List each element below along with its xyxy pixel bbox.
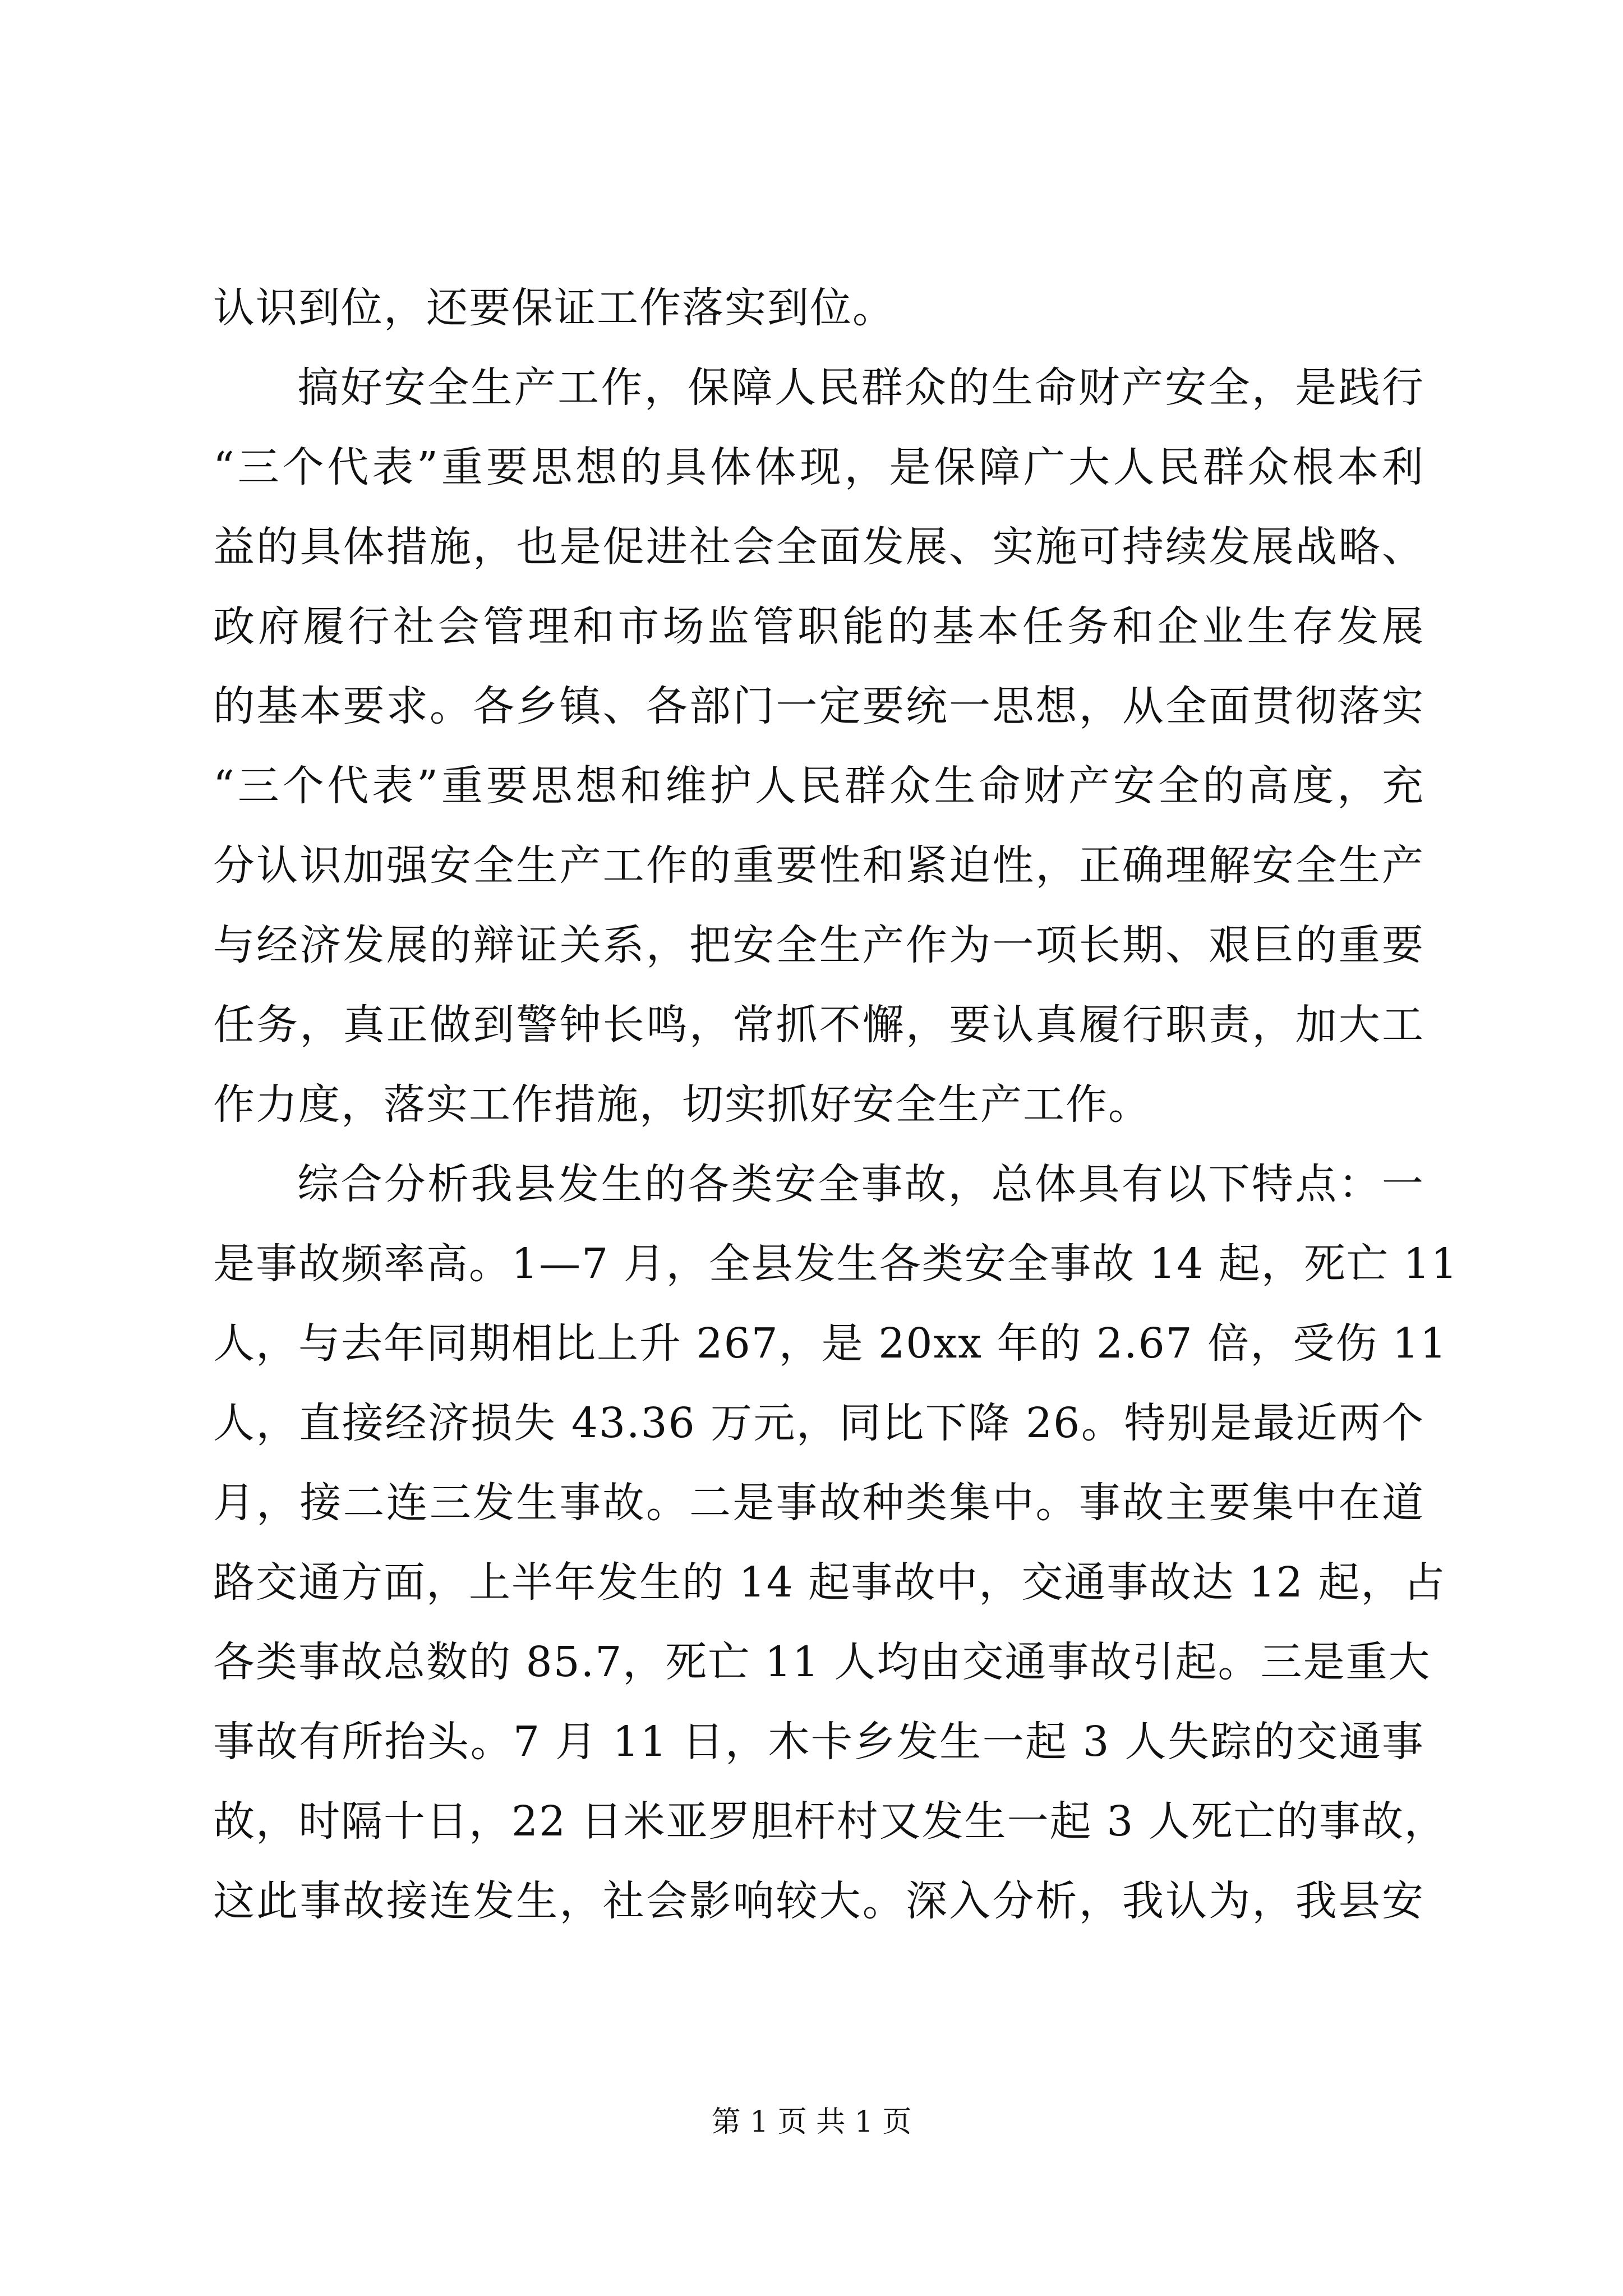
page-footer <box>0 2102 1623 2142</box>
page-number-label: 第 1 页 共 1 页 <box>711 2105 912 2139</box>
text-line: 人，与去年同期相比上升 267，是 20xx 年的 2.67 倍，受伤 11 <box>213 1319 1447 1368</box>
text-line: 事故有所抬头。7 月 11 日，木卡乡发生一起 3 人失踪的交通事 <box>213 1718 1424 1766</box>
text-line: 作力度，落实工作措施，切实抓好安全生产工作。 <box>213 1080 1151 1129</box>
text-line: “三个代表”重要思想和维护人民群众生命财产安全的高度，充 <box>213 762 1424 810</box>
text-line: 这此事故接连发生，社会影响较大。深入分析，我认为，我县安 <box>213 1877 1424 1925</box>
text-line: 的基本要求。各乡镇、各部门一定要统一思想，从全面贯彻落实 <box>213 682 1424 730</box>
text-line: 是事故频率高。1—7 月，全县发生各类安全事故 14 起，死亡 11 <box>213 1240 1459 1288</box>
paragraph-first-line: 综合分析我县发生的各类安全事故，总体具有以下特点：一 <box>297 1160 1424 1208</box>
document-body <box>213 268 1459 1941</box>
text-line: 各类事故总数的 85.7，死亡 11 人均由交通事故引起。三是重大 <box>213 1638 1431 1686</box>
text-line: 任务，真正做到警钟长鸣，常抓不懈，要认真履行职责，加大工 <box>213 1001 1424 1049</box>
text-line: 路交通方面，上半年发生的 14 起事故中，交通事故达 12 起，占 <box>213 1558 1446 1607</box>
text-line: 益的具体措施，也是促进社会全面发展、实施可持续发展战略、 <box>213 523 1424 571</box>
text-line: “三个代表”重要思想的具体体现，是保障广大人民群众根本利 <box>213 443 1424 491</box>
text-line: 故，时隔十日，22 日米亚罗胆杆村又发生一起 3 人死亡的事故， <box>213 1797 1447 1846</box>
text-line: 认识到位，还要保证工作落实到位。 <box>213 284 895 332</box>
text-line: 人，直接经济损失 43.36 万元，同比下降 26。特别是最近两个 <box>213 1399 1424 1447</box>
text-line: 与经济发展的辩证关系，把安全生产作为一项长期、艰巨的重要 <box>213 921 1424 969</box>
text-line: 月，接二连三发生事故。二是事故种类集中。事故主要集中在道 <box>213 1479 1424 1527</box>
text-line: 政府履行社会管理和市场监管职能的基本任务和企业生存发展 <box>213 602 1424 651</box>
text-line: 分认识加强安全生产工作的重要性和紧迫性，正确理解安全生产 <box>213 841 1424 890</box>
paragraph-first-line: 搞好安全生产工作，保障人民群众的生命财产安全，是践行 <box>297 364 1424 412</box>
